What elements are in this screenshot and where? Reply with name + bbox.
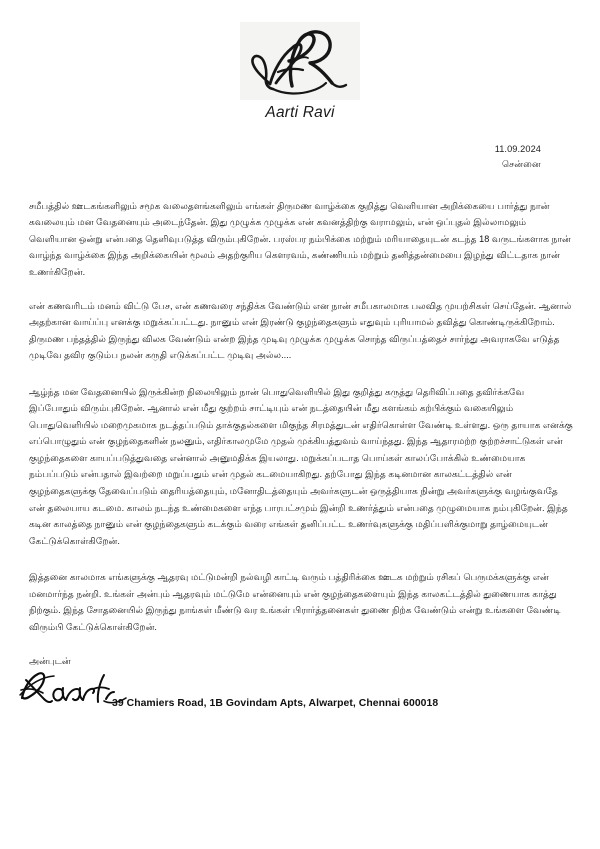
letter-paragraph: இத்தனை காலமாக எங்களுக்கு ஆதரவு மட்டுமன்றி நல்வழி காட்டி வரும் பத்திரிக்கை ஊடக மற்றும் ரசிகப் பெருமக்களுக்கு என் மனமார்ந்த நன்றி. உங்கள் அன்பும் ஆதரவும் மட்டுமே என்னையும் என் குழந்தைகளையும் இந்த காலகட்டத்தில் துணையாக காத்து நிற்கும். இந்த சோதனையில் இருந்து நாங்கள் மீண்டு வர உங்கள் பிரார்த்தனைகள் துணை நிற்க வேண்டும் என்று உங்களை வேண்டி விரும்பி கேட்டுக்கொள்கிறேன். [29,572,561,632]
letter-place: சென்னை [501,158,541,169]
brand-logo [240,22,360,100]
letter-paragraph: ஆழ்ந்த மன வேதனையில் இருக்கின்ற நிலையிலும் நான் பொதுவெளியில் இது குறித்து கருத்து தெரிவிப்பதை தவிர்க்கவே இப்போதும் விரும்புகிறேன். ஆனால் என் மீது குற்றம் சாட்டியும் என் நடத்தையின் மீது களங்கம் கற்பிக்கும் வகையிலும் பொதுவெளியில் மறைமுகமாக நடத்தப்படும் தாக்குதல்களை மிகுந்த சிரமத்துடன் எதிர்கொள்ள வேண்டி உள்ளது. ஒரு தாயாக எனக்கு எப்பொழுதும் என் குழந்தைகளின் நலனும், எதிர்காலமுமே முதல் முக்கியத்துவம் வாய்ந்தது. இந்த ஆதாரமற்ற குற்றச்சாட்டுகள் என் குழந்தைகளை காயப்படுத்துவதை என்னால் அனுமதிக்க இயலாது. மறுக்கப்படாத பொய்கள் காலப்போக்கில் உண்மையாக நம்பப்படும் என்பதால் இவற்றை மறுப்பதும் என் முதல் கடமையாகிறது. தற்போது இந்த கடினமான காலகட்டத்தில் என் குழந்தைகளுக்கு தேவைப்படும் தைரியத்தையும், மனோதிடத்தையும் அவர்களுடன் ஒருத்தியாக நின்று அவர்களுக்கு வழங்குவதே என் தலையாய கடமை. காலம் நடந்த உண்மைகளை எந்த பாரபட்சமும் இன்றி உணர்த்தும் என்பதை முழுமையாக நம்புகிறேன். இந்த கடின காலத்தை நானும் என் குழந்தைகளும் கடக்கும் வரை எங்கள் தனிப்பட்ட உணர்வுகளுக்கு மதிப்பளிக்குமாறு தாழ்மையுடன் கேட்டுக்கொள்கிறேன். [29,386,573,546]
letter-date: 11.09.2024 [494,144,541,154]
brand-name: Aarti Ravi [265,104,335,121]
letter-paragraph: சமீபத்தில் ஊடகங்களிலும் சமூக வலைதளங்களிலும் எங்கள் திருமண வாழ்க்கை குறித்து வெளியான அறிக்கையை பார்த்து நான் கவலையும் மன வேதனையும் அடைந்தேன். இது முழுக்க முழுக்க என் கவனத்திற்கு வராமலும், என் ஒப்புதல் இல்லாமலும் வெளியான ஒன்று என்பதை தெளிவுபடுத்த விரும்புகிறேன். பரஸ்பர நம்பிக்கை மற்றும் மரியாதையுடன் கடந்த 18 வருடங்களாக நான் வாழ்ந்த வாழ்க்கை இந்த அறிக்கையின் மூலம் அதற்குரிய கௌரவம், கண்ணியம் மற்றும் தனித்தன்மையை இழந்து விட்டதாக நான் உணர்கிறேன். [29,200,571,277]
letter-body [0,198,600,636]
letter-paragraph: என் கணவரிடம் மனம் விட்டு பேச, என் கணவரை சந்திக்க வேண்டும் என நான் சமீபகாலமாக பலவித முயற்சிகள் செய்தேன். ஆனால் அதற்கான வாய்ப்பு எனக்கு மறுக்கப்பட்டது. நானும் என் இரண்டு குழந்தைகளும் எதுவும் புரியாமல் தவித்து கொண்டிருக்கிறோம். திருமண பந்தத்தில் இருந்து விலக வேண்டும் என்ற இந்த முடிவு முழுக்க முழுக்க சொந்த விருப்பத்தைச் சார்ந்து அவராகவே எடுத்த முடிவே தவிர குடும்ப நலன் கருதி எடுக்கப்பட்ட முடிவு அல்ல.... [29,300,572,361]
letterhead [0,0,600,122]
handwritten-signature-icon [18,668,130,708]
closing-salutation: அன்புடன் [29,656,71,667]
signature-block [18,668,130,713]
ar-monogram-icon [248,26,352,96]
footer-address: 39 Chamiers Road, 1B Govindam Apts, Alwarpet, Chennai 600018 [112,697,439,709]
signature-row [0,669,600,713]
letter-meta [0,142,600,172]
